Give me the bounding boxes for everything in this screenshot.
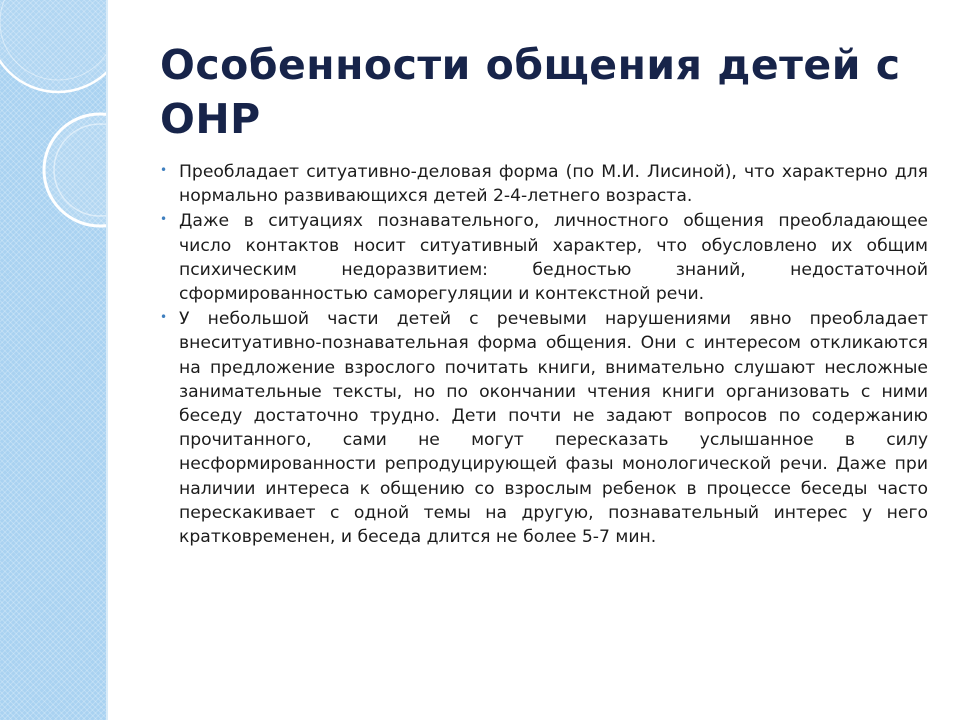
bullet-item-2	[160, 209, 928, 306]
bullet-marker-icon: •	[160, 310, 168, 325]
bullet-item-1	[160, 160, 928, 208]
slide-title: Особенности общения детей с ОНР	[160, 41, 901, 143]
deco-circle-top	[0, 0, 106, 92]
decorative-circles	[0, 0, 106, 720]
bullet-text: У небольшой части детей с речевыми нарушениями явно преобладает внеситуативно-познавательная форма общения. Они с интересом откликаются на предложение взрослого почитать книги, внимательно слушают несложные занимательные тексты, но по окончании чтения книги организовать с ними беседу достаточно трудно. Дети почти не задают вопросов по содержанию прочитанного, сами не могут пересказать услышанное в силу несформированности репродуцирующей фазы монологической речи. Даже при наличии интереса к общению со взрослым ребенок в процессе беседы часто перескакивает с одной темы на другую, познавательный интерес у него кратковременен, и беседа длится не более 5-7 мин.	[179, 309, 928, 548]
bullet-text: Даже в ситуациях познавательного, личностного общения преобладающее число контактов носит ситуативный характер, что обусловлено их общим психическим недоразвитием: бедностью знаний, недостаточной сформированностью саморегуляции и контекстной речи.	[179, 211, 928, 305]
bullet-marker-icon: •	[160, 212, 168, 227]
bullet-marker-icon: •	[160, 163, 168, 177]
decorative-sidebar	[0, 0, 106, 720]
bullet-list	[160, 160, 928, 550]
sidebar-edge	[106, 0, 108, 720]
bullet-item-3	[160, 307, 928, 549]
bullet-text: Преобладает ситуативно-деловая форма (по М.И. Лисиной), что характерно для нормально развивающихся детей 2-4-летнего возраста.	[179, 162, 928, 207]
